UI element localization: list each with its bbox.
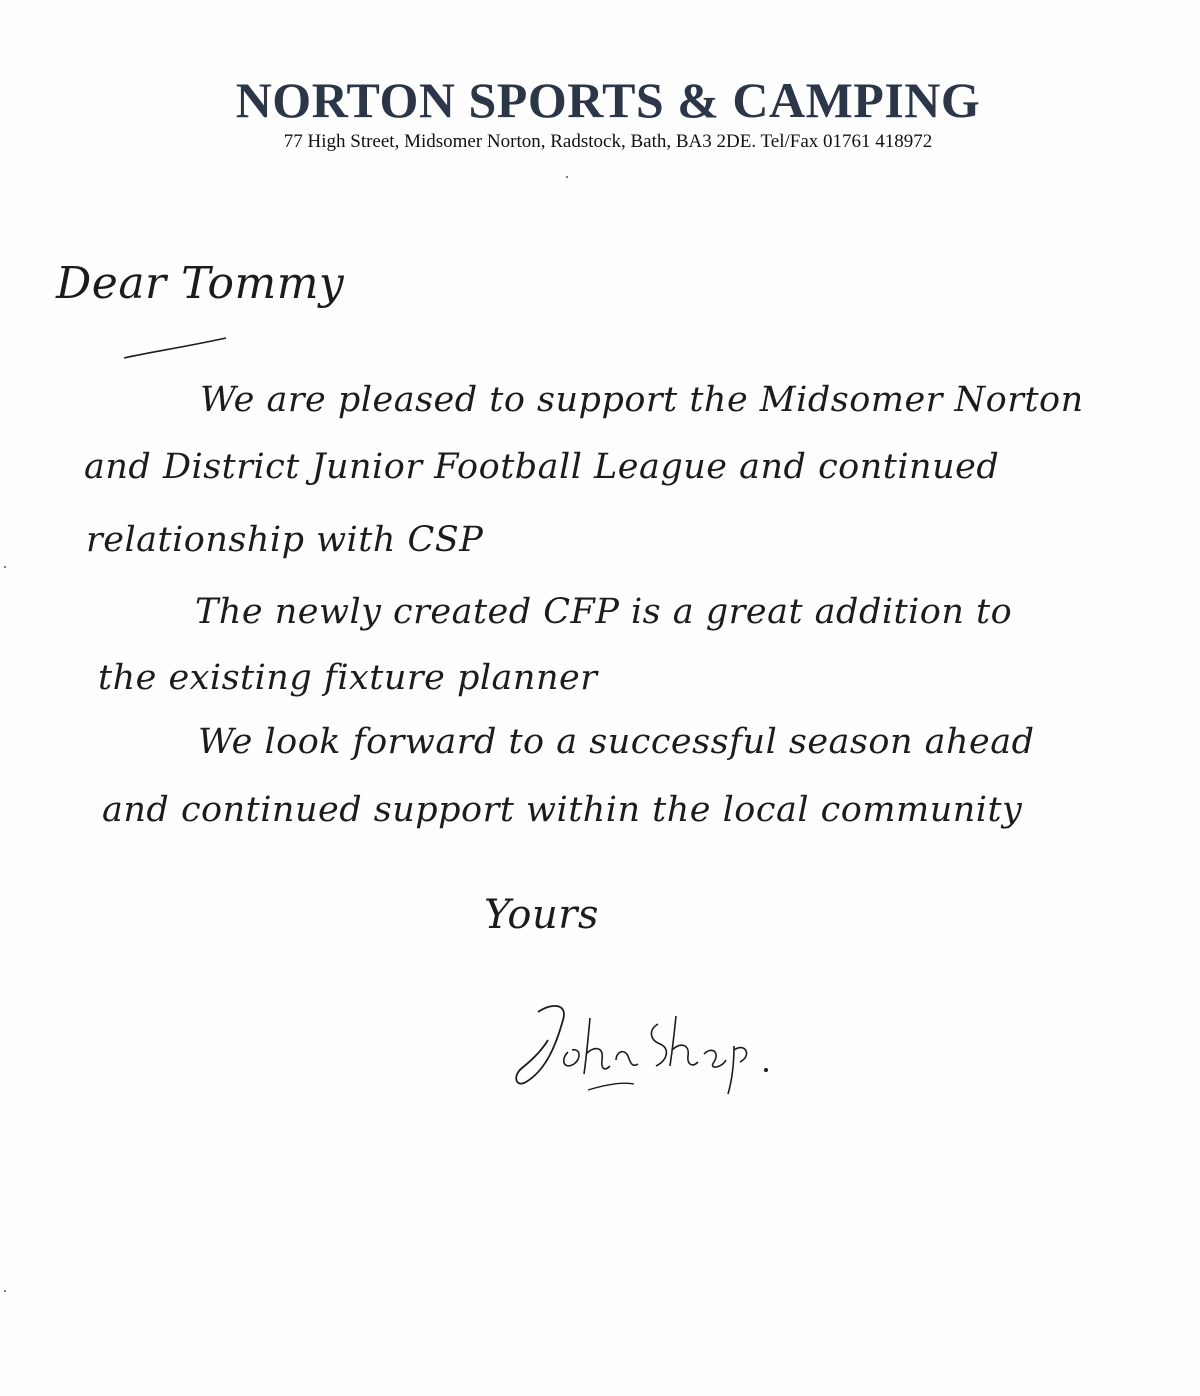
letterhead xyxy=(0,72,1200,154)
scan-speck xyxy=(4,1290,6,1292)
scan-speck xyxy=(566,176,568,178)
body-line: the existing fixture planner xyxy=(98,658,598,698)
body-line: relationship with CSP xyxy=(86,520,484,560)
scan-speck xyxy=(4,566,6,568)
closing: Yours xyxy=(484,892,599,938)
body-line: We are pleased to support the Midsomer Norton xyxy=(200,380,1084,420)
greeting-underline xyxy=(120,330,230,364)
body-line: and continued support within the local community xyxy=(102,790,1023,830)
company-address: 77 High Street, Midsomer Norton, Radstock, Bath, BA3 2DE. Tel/Fax 01761 418972 xyxy=(283,131,933,152)
body-line: and District Junior Football League and continued xyxy=(84,447,1000,487)
signature-image xyxy=(508,990,788,1100)
greeting: Dear Tommy xyxy=(56,258,345,309)
body-line: We look forward to a successful season ahead xyxy=(198,722,1035,762)
body-line: The newly created CFP is a great addition to xyxy=(195,592,1013,632)
company-name: NORTON SPORTS & CAMPING xyxy=(235,72,981,128)
